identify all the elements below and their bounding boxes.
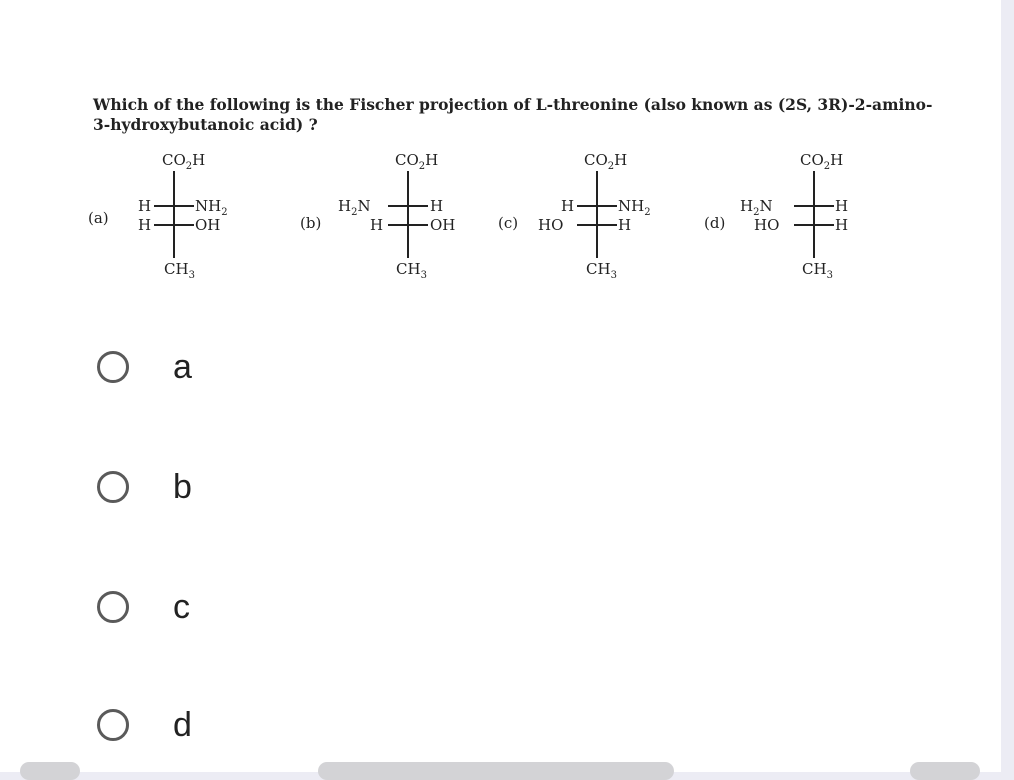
fischer-r1-right: $NH_2$ [618, 197, 651, 218]
fischer-bottom: $CH_3$ [802, 260, 833, 281]
fischer-r1-left: $H_2N$ [740, 197, 773, 218]
fischer-r2-left: HO [538, 216, 564, 234]
fischer-r1-right: $NH_2$ [195, 197, 228, 218]
fischer-r2-right: H [835, 216, 849, 234]
option-label: c [173, 587, 190, 626]
fischer-projections [0, 140, 1001, 290]
option-d[interactable] [93, 700, 493, 750]
fischer-top: $CO_2H$ [395, 151, 439, 172]
fischer-r2-right: H [618, 216, 632, 234]
fischer-r2-left: H [138, 216, 152, 234]
fischer-c [498, 140, 678, 290]
radio-button[interactable] [97, 351, 129, 383]
radio-button[interactable] [97, 709, 129, 741]
fischer-bottom: $CH_3$ [396, 260, 427, 281]
question-text: Which of the following is the Fischer projection of L-threonine (also known as (2S, 3R)-2-amino-3-hydroxybutanoic acid) ? [93, 95, 933, 134]
fischer-r2-right: OH [430, 216, 456, 234]
fischer-bottom: $CH_3$ [586, 260, 617, 281]
option-label: a [173, 347, 192, 386]
fischer-r1-left: H [138, 197, 152, 215]
option-label: d [173, 705, 192, 744]
fischer-label: (b) [300, 214, 322, 232]
fischer-top: $CO_2H$ [584, 151, 628, 172]
fischer-label: (d) [704, 214, 726, 232]
option-c[interactable] [93, 582, 493, 632]
fischer-a [88, 140, 268, 290]
fischer-top: $CO_2H$ [800, 151, 844, 172]
fischer-r1-right: H [835, 197, 849, 215]
option-b[interactable] [93, 462, 493, 512]
fischer-d [704, 140, 884, 290]
fischer-bottom: $CH_3$ [164, 260, 195, 281]
fischer-r2-left: HO [754, 216, 780, 234]
nav-pill-right[interactable] [910, 762, 980, 780]
radio-button[interactable] [97, 591, 129, 623]
fischer-top: $CO_2H$ [162, 151, 206, 172]
fischer-r1-left: H [561, 197, 575, 215]
option-label: b [173, 467, 192, 506]
fischer-r1-right: H [430, 197, 444, 215]
nav-pill-center[interactable] [318, 762, 674, 780]
option-a[interactable] [93, 342, 493, 392]
radio-button[interactable] [97, 471, 129, 503]
fischer-label: (a) [88, 209, 109, 227]
fischer-r2-left: H [370, 216, 384, 234]
bottom-nav-bar [0, 762, 1014, 772]
fischer-b [300, 140, 480, 290]
fischer-label: (c) [498, 214, 519, 232]
fischer-r1-left: $H_2N$ [338, 197, 371, 218]
fischer-r2-right: OH [195, 216, 221, 234]
nav-pill-left[interactable] [20, 762, 80, 780]
